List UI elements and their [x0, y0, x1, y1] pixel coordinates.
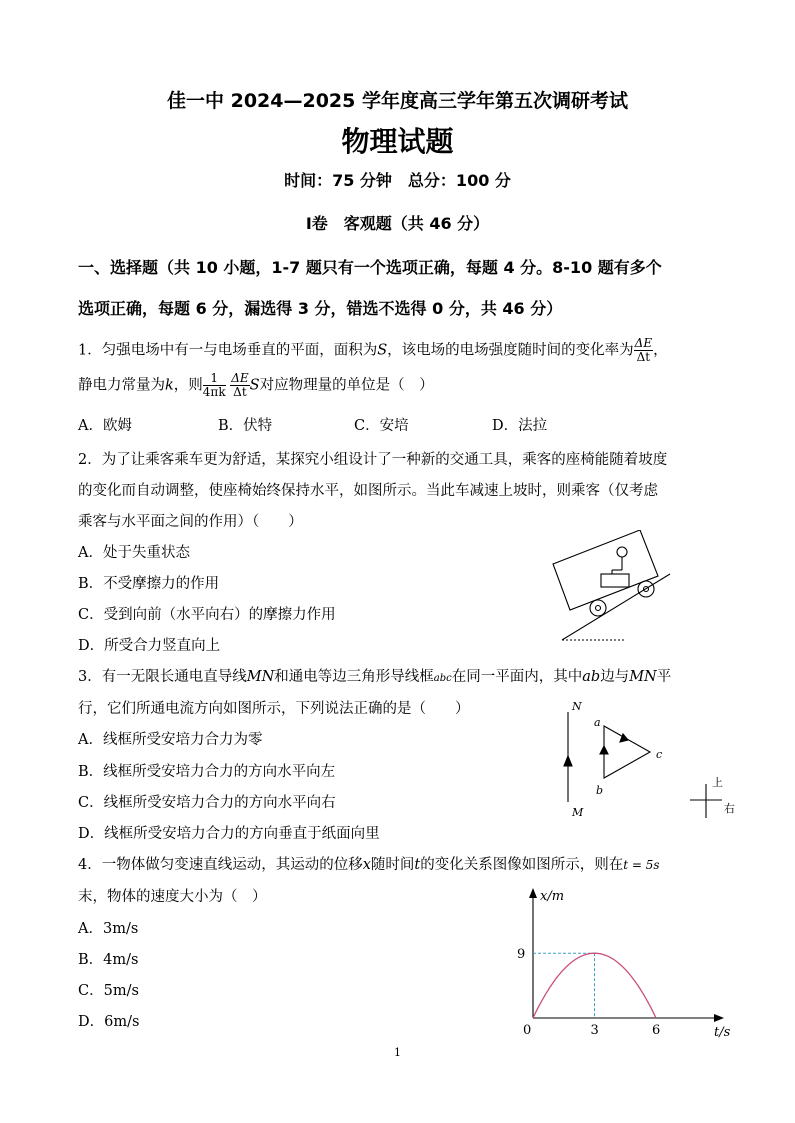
q3-option-c: C．线框所受安培力合力的方向水平向右: [78, 795, 336, 811]
q4-line2: 末，物体的速度大小为（ ）: [78, 889, 267, 905]
q2-line2: 的变化而自动调整，使座椅始终保持水平，如图所示。当此车减速上坡时，则乘客（仅考虑: [78, 483, 658, 499]
triangle-current-arrow-ab: [600, 746, 608, 754]
y-axis-arrow: [529, 888, 537, 898]
q1-rate-fraction-2: $\frac{\Delta E}{\Delta t}$: [231, 371, 249, 399]
q2-line3: 乘客与水平面之间的作用）（ ）: [78, 514, 303, 530]
label-c: c: [656, 748, 663, 761]
label-b: b: [596, 784, 604, 797]
wire-current-arrow: [564, 756, 572, 766]
q3-line1: 3．有一无限长通电直导线MN和通电等边三角形导线框abc在同一平面内，其中ab边与MN平: [78, 669, 672, 685]
q2-option-d: D．所受合力竖直向上: [78, 638, 221, 654]
volume-title: Ⅰ卷 客观题（共 46 分）: [305, 214, 490, 233]
q1-option-d: D．法拉: [492, 418, 548, 434]
section-instructions-line1: 一、选择题（共 10 小题，1-7 题只有一个选项正确，每题 4 分。8-10 题有多个: [78, 258, 662, 277]
triangle-frame: [604, 726, 650, 778]
q4-option-d: D．6m/s: [78, 1014, 140, 1030]
q2-option-a: A．处于失重状态: [78, 545, 190, 561]
q3-option-a: A．线框所受安培力合力为零: [78, 732, 263, 748]
q2-option-b: B．不受摩擦力的作用: [78, 576, 220, 592]
q2-line1: 2．为了让乘客乘车更为舒适，某探究小组设计了一种新的交通工具，乘客的座椅能随着坡度: [78, 452, 668, 468]
x-axis-arrow: [714, 1014, 724, 1022]
q3-option-b: B．线框所受安培力合力的方向水平向左: [78, 764, 336, 780]
q3-option-d: D．线框所受安培力合力的方向垂直于纸面向里: [78, 826, 380, 842]
seat: [601, 574, 629, 587]
q2-option-c: C．受到向前（水平向右）的摩擦力作用: [78, 607, 336, 623]
passenger-head: [617, 547, 627, 557]
q4-line1: 4．一物体做匀变速直线运动，其运动的位移x随时间t的变化关系图像如图所示，则在t = 5s: [78, 857, 660, 873]
q1-rate-fraction: $\frac{\Delta E}{\Delta t}$: [634, 336, 653, 364]
q4-option-b: B．4m/s: [78, 952, 139, 968]
q4-option-a: A．3m/s: [78, 921, 139, 937]
q1-option-a: A．欧姆: [78, 418, 132, 434]
displacement-time-chart: [500, 880, 740, 1040]
q1-coef-fraction: $\frac{1}{4\pi k}$: [202, 371, 226, 399]
label-right: 右: [724, 802, 735, 815]
section-instructions-line2: 选项正确，每题 6 分，漏选得 3 分，错选不选得 0 分，共 46 分）: [78, 299, 563, 318]
label-m: M: [572, 806, 584, 819]
q3-line2: 行，它们所通电流方向如图所示，下列说法正确的是（ ）: [78, 701, 470, 717]
x-axis-label: t/s: [714, 1025, 731, 1040]
time-info: 时间：75 分钟 总分：100 分: [284, 171, 511, 190]
q1-line1: 1．匀强电场中有一与电场垂直的平面，面积为S，该电场的电场强度随时间的变化率为 $\frac{\Delta E}{\Delta t}$ ，: [78, 336, 668, 364]
page-number: 1: [394, 1046, 401, 1059]
wheel-rear: [590, 600, 606, 616]
y-axis-label: x/m: [540, 889, 565, 904]
q1-option-b: B．伏特: [218, 418, 273, 434]
q1-option-c: C．安培: [354, 418, 409, 434]
label-up: 上: [712, 776, 723, 789]
vehicle-body: [553, 530, 658, 610]
vehicle-on-slope-figure: [548, 530, 678, 645]
school-title: 佳一中 2024—2025 学年度高三学年第五次调研考试: [167, 90, 628, 112]
q4-option-c: C．5m/s: [78, 983, 139, 999]
y-tick-label: 9: [517, 947, 526, 963]
q1-line2: 静电力常量为k，则 $\frac{1}{4\pi k}$ $\frac{\Delta E}{\Delta t}$ S对应物理量的单位是（ ）: [78, 371, 434, 399]
x-tick-label: 6: [652, 1023, 661, 1038]
wire-triangle-figure: [560, 696, 750, 822]
x-tick-label: 3: [590, 1023, 599, 1038]
x-tick-label: 0: [523, 1023, 532, 1038]
subject-title: 物理试题: [341, 125, 454, 158]
label-n: N: [572, 700, 582, 713]
label-a: a: [594, 716, 601, 729]
